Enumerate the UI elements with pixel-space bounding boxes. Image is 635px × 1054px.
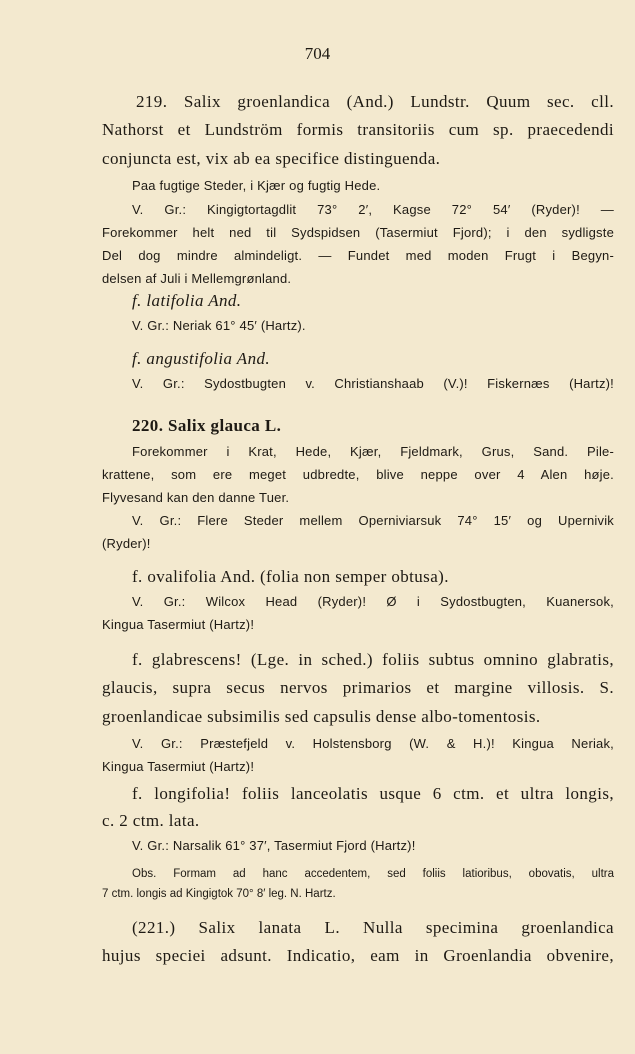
form-longifolia (102, 780, 614, 858)
text-line: Kingua Tasermiut (Hartz)! (102, 759, 255, 774)
form-angustifolia (102, 346, 614, 396)
text-line: groenlandicae subsimilis sed capsulis dense albo-tomentosis. (102, 707, 541, 726)
entry-heading: (221.) Salix lanata L. Nulla specimina groenlandica (132, 918, 614, 937)
observation-note (102, 864, 614, 904)
form-heading: f. ovalifolia And. (folia non semper obtusa). (132, 567, 449, 586)
text-line: V. Gr.: Præstefjeld v. Holstensborg (W. & H.)! Kingua Neriak, (132, 736, 614, 751)
text-line: Del dog mindre almindeligt. — Fundet med moden Frugt i Begyn- (102, 248, 614, 263)
text-line: krattene, som ere meget udbredte, blive neppe over 4 Alen høje. (102, 467, 614, 482)
text-line: (Ryder)! (102, 536, 151, 551)
text-line: V. Gr.: Kingigtortagdlit 73° 2′, Kagse 72° 54′ (Ryder)! — (132, 202, 614, 217)
form-ovalifolia (102, 564, 614, 636)
entry-219 (102, 88, 614, 290)
form-heading: f. longifolia! foliis lanceolatis usque 6 ctm. et ultra longis, (132, 784, 614, 803)
text-line: 7 ctm. longis ad Kingigtok 70° 8′ leg. N. Hartz. (102, 888, 336, 900)
text-line: V. Gr.: Flere Steder mellem Operniviarsuk 74° 15′ og Upernivik (132, 513, 614, 528)
text-line: Flyvesand kan den danne Tuer. (102, 490, 290, 505)
text-line: c. 2 ctm. lata. (102, 811, 200, 830)
form-heading: f. angustifolia And. (132, 349, 271, 368)
text-line: Paa fugtige Steder, i Kjær og fugtig Hede. (132, 178, 381, 193)
text-line: Forekommer i Krat, Hede, Kjær, Fjeldmark, Grus, Sand. Pile- (132, 444, 614, 459)
form-glabrescens (102, 646, 614, 778)
text-line: Kingua Tasermiut (Hartz)! (102, 617, 255, 632)
form-heading: f. latifolia And. (132, 291, 242, 310)
text-line: V. Gr.: Neriak 61° 45′ (Hartz). (132, 318, 306, 333)
text-line: V. Gr.: Sydostbugten v. Christianshaab (V.)! Fiskernæs (Hartz)! (132, 376, 614, 391)
entry-heading: 219. Salix groenlandica (And.) Lundstr. Quum sec. cll. (136, 92, 614, 111)
text-line: hujus speciei adsunt. Indicatio, eam in Groenlandia obvenire, (102, 946, 614, 965)
text-line: glaucis, supra secus nervos primarios et margine villosis. S. (102, 678, 614, 697)
entry-heading: 220. Salix glauca L. (132, 416, 282, 435)
entry-220 (102, 412, 614, 555)
text-line: Nathorst et Lundström formis transitoriis cum sp. praecedendi (102, 120, 614, 139)
page-number: 704 (304, 44, 331, 63)
text-line: conjuncta est, vix ab ea specifice distinguenda. (102, 149, 441, 168)
form-heading: f. glabrescens! (Lge. in sched.) foliis subtus omnino glabratis, (132, 650, 614, 669)
text-line: Forekommer helt ned til Sydspidsen (Tasermiut Fjord); i den sydligste (102, 225, 614, 240)
form-latifolia (102, 288, 614, 338)
text-line: Obs. Formam ad hanc accedentem, sed foliis latioribus, obovatis, ultra (132, 868, 614, 880)
text-line: V. Gr.: Wilcox Head (Ryder)! Ø i Sydostbugten, Kuanersok, (132, 594, 614, 609)
entry-221 (102, 914, 614, 970)
text-line: delsen af Juli i Mellemgrønland. (102, 271, 292, 286)
text-line: V. Gr.: Narsalik 61° 37′, Tasermiut Fjord (Hartz)! (132, 838, 416, 853)
